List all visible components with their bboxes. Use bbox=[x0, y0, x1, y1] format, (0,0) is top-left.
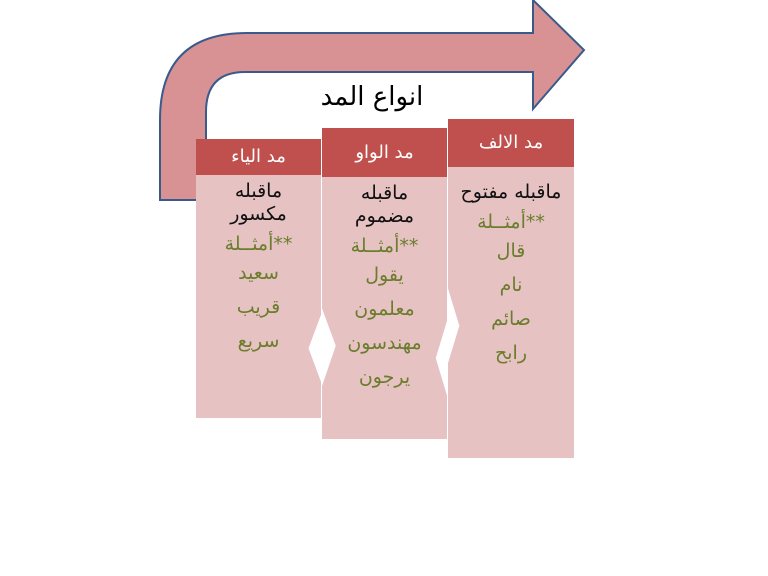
diagram-title: انواع المد bbox=[320, 82, 424, 112]
column-header: مد الالف bbox=[448, 119, 574, 167]
example-word: رابح bbox=[494, 342, 527, 364]
column-waw bbox=[322, 128, 447, 439]
example-word: سريع bbox=[237, 330, 280, 352]
rule-line: مضموم bbox=[354, 205, 415, 227]
example-word: قال bbox=[496, 240, 526, 262]
column-alif bbox=[448, 119, 574, 458]
example-word: يقول bbox=[365, 264, 404, 286]
column-content bbox=[196, 180, 321, 358]
rule-line: مكسور bbox=[230, 203, 287, 225]
example-word: نام bbox=[499, 274, 523, 296]
rule-line: ماقبله bbox=[360, 182, 409, 204]
column-ya bbox=[196, 139, 321, 418]
example-word: قريب bbox=[236, 296, 281, 318]
column-header: مد الياء bbox=[196, 139, 321, 175]
examples-label: **أمثــلة bbox=[350, 235, 419, 257]
example-word: مهندسون bbox=[347, 332, 422, 354]
column-content bbox=[448, 181, 574, 370]
examples-label: **أمثــلة bbox=[224, 233, 293, 255]
column-header: مد الواو bbox=[322, 128, 447, 177]
example-word: صائم bbox=[491, 308, 531, 330]
rule-line: ماقبله bbox=[234, 180, 283, 202]
examples-label: **أمثــلة bbox=[477, 211, 545, 233]
example-word: معلمون bbox=[354, 298, 415, 320]
column-content bbox=[322, 182, 447, 394]
rule-line: ماقبله مفتوح bbox=[460, 181, 562, 203]
example-word: يرجون bbox=[358, 366, 411, 388]
example-word: سعيد bbox=[238, 262, 279, 284]
